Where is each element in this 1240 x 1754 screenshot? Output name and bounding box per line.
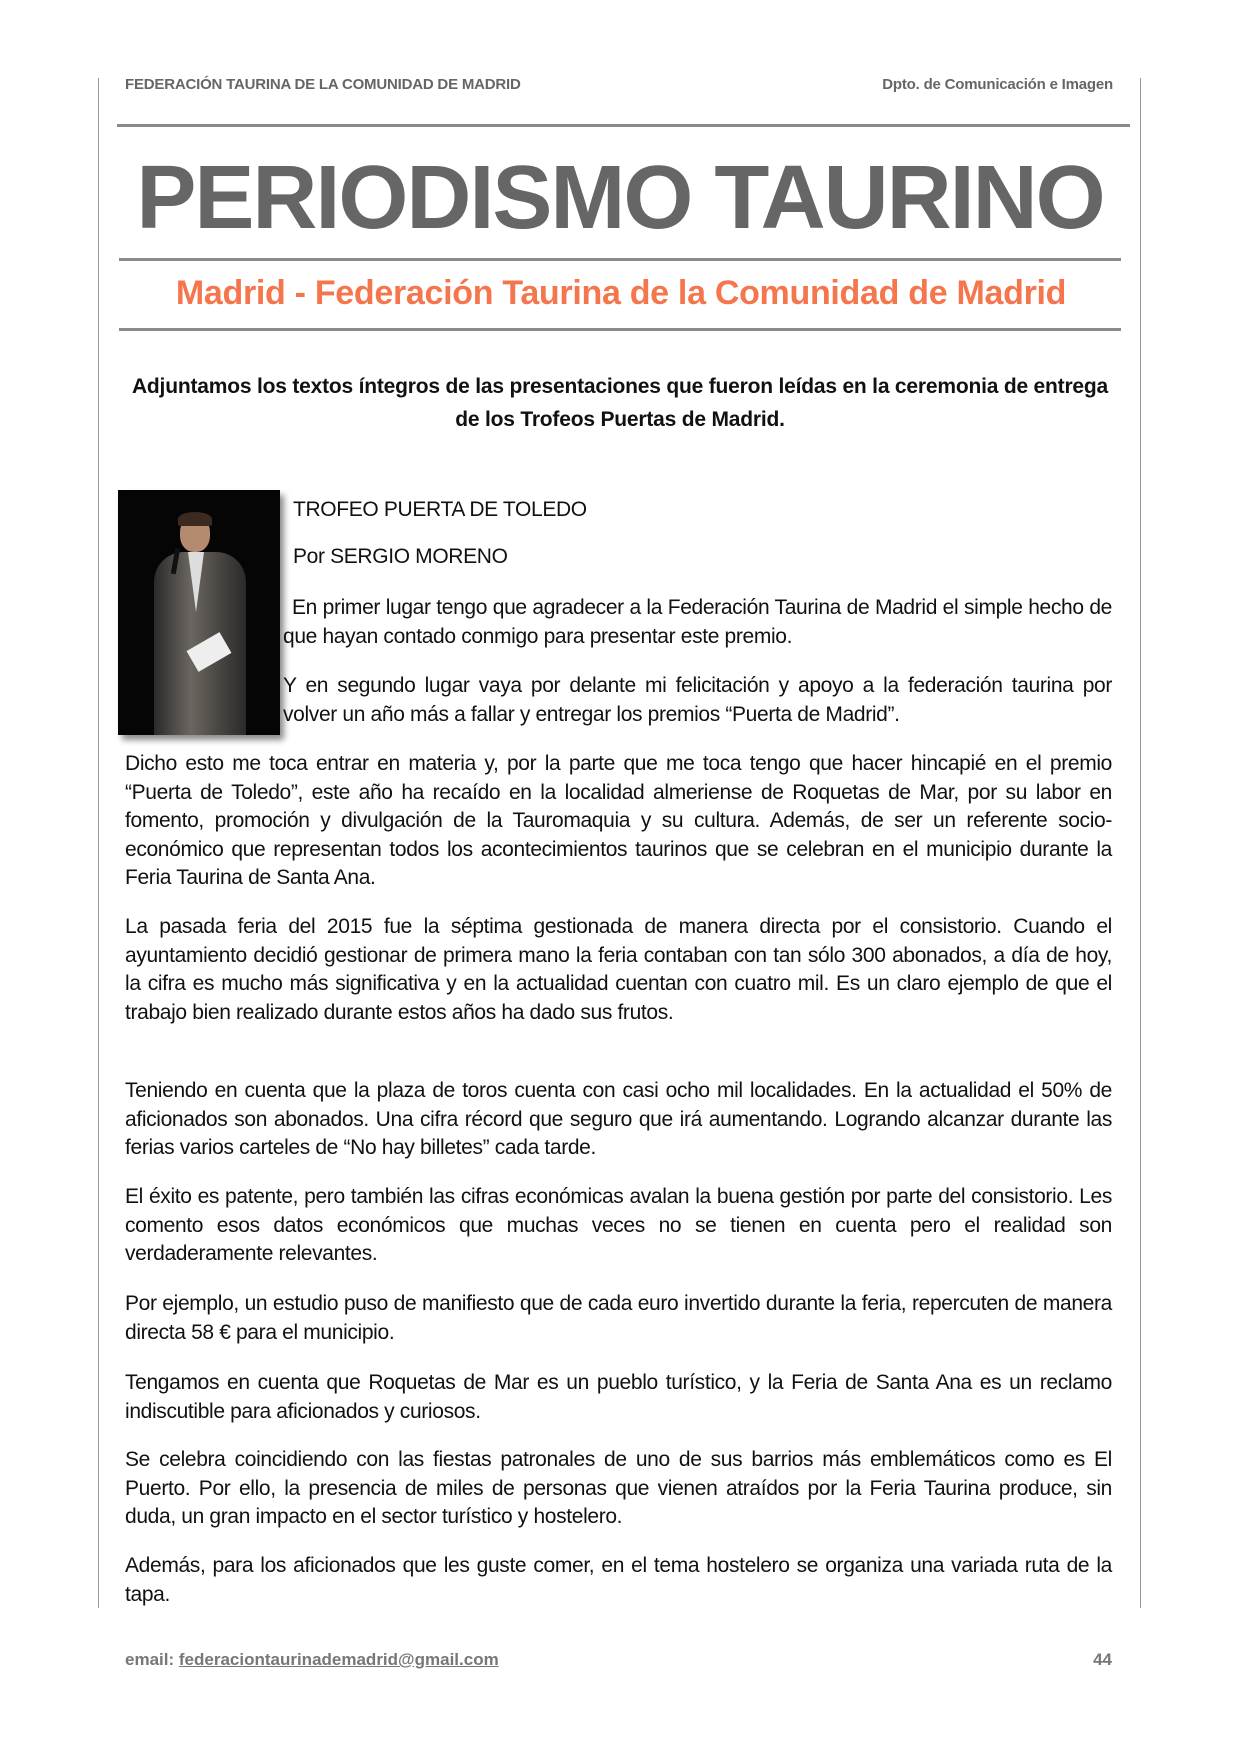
article-paragraph: Tengamos en cuenta que Roquetas de Mar es un pueblo turístico, y la Feria de Santa Ana es un reclamo indiscutible para aficionados y curiosos. <box>125 1371 1112 1423</box>
page-number: 44 <box>1093 1650 1112 1669</box>
divider <box>117 124 1130 127</box>
right-margin-line <box>1140 78 1141 1608</box>
article-paragraph: Se celebra coincidiendo con las fiestas patronales de uno de sus barrios más emblemáticos como es El Puerto. Por ello, la presencia de miles de personas que vienen atraídos por la Feria Taurina produce, sin duda, un gran impacto en el sector turístico y hostelero. <box>125 1448 1112 1528</box>
left-margin-line <box>98 78 99 1608</box>
article-paragraph: En primer lugar tengo que agradecer a la Federación Taurina de Madrid el simple hecho de que hayan contado conmigo para presentar este premio. <box>283 596 1112 648</box>
article-paragraph: Y en segundo lugar vaya por delante mi felicitación y apoyo a la federación taurina por volver un año más a fallar y entregar los premios “Puerta de Madrid”. <box>283 674 1112 726</box>
speaker-photo <box>118 490 280 735</box>
intro-text: Adjuntamos los textos íntegros de las presentaciones que fueron leídas en la ceremonia de entrega de los Trofeos Puertas de Madrid. <box>131 375 1109 431</box>
article-author: Por SERGIO MORENO <box>293 545 508 568</box>
article-paragraph: Dicho esto me toca entrar en materia y, por la parte que me toca tengo que hacer hincapié en el premio “Puerta de Toledo”, este año ha recaído en la localidad almeriense de Roquetas de Mar, por su labor en fomento, promoción y divulgación de la Tauromaquia y su cultura. Además, de ser un referente socio-económico que representan todos los acontecimientos taurinos que se celebran en el municipio durante la Feria Taurina de Santa Ana. <box>125 752 1112 889</box>
trophy-name: TROFEO PUERTA DE TOLEDO <box>293 498 587 521</box>
footer-email <box>125 1650 499 1670</box>
page-subtitle: Madrid - Federación Taurina de la Comunidad de Madrid <box>175 274 1067 312</box>
email-label: email: <box>125 1650 175 1669</box>
email-link[interactable]: federaciontaurinademadrid@gmail.com <box>178 1650 499 1669</box>
divider <box>119 328 1121 331</box>
header-organization: FEDERACIÓN TAURINA DE LA COMUNIDAD DE MADRID <box>125 76 521 93</box>
divider <box>119 258 1121 261</box>
article-paragraph: La pasada feria del 2015 fue la séptima gestionada de manera directa por el consistorio. Cuando el ayuntamiento decidió gestionar de primera mano la feria contaban con tan sólo 300 abonados, a día de hoy, la cifra es mucho más significativa y en la actualidad cuentan con cuatro mil. Es un claro ejemplo de que el trabajo bien realizado durante estos años ha dado sus frutos. <box>125 915 1112 1024</box>
article-paragraph: Además, para los aficionados que les guste comer, en el tema hostelero se organiza una variada ruta de la tapa. <box>125 1554 1112 1606</box>
article-paragraph: El éxito es patente, pero también las cifras económicas avalan la buena gestión por parte del consistorio. Les comento esos datos económicos que muchas veces no se tienen en cuenta pero el realidad son verdaderamente relevantes. <box>125 1185 1112 1265</box>
header-department: Dpto. de Comunicación e Imagen <box>882 76 1113 93</box>
page-title: PERIODISMO TAURINO <box>136 148 1104 248</box>
article-paragraph: Teniendo en cuenta que la plaza de toros cuenta con casi ocho mil localidades. En la actualidad el 50% de aficionados son abonados. Una cifra récord que seguro que irá aumentando. Logrando alcanzar durante las ferias varios carteles de “No hay billetes” cada tarde. <box>125 1079 1112 1159</box>
article-paragraph: Por ejemplo, un estudio puso de manifiesto que de cada euro invertido durante la feria, repercuten de manera directa 58 € para el municipio. <box>125 1292 1112 1344</box>
